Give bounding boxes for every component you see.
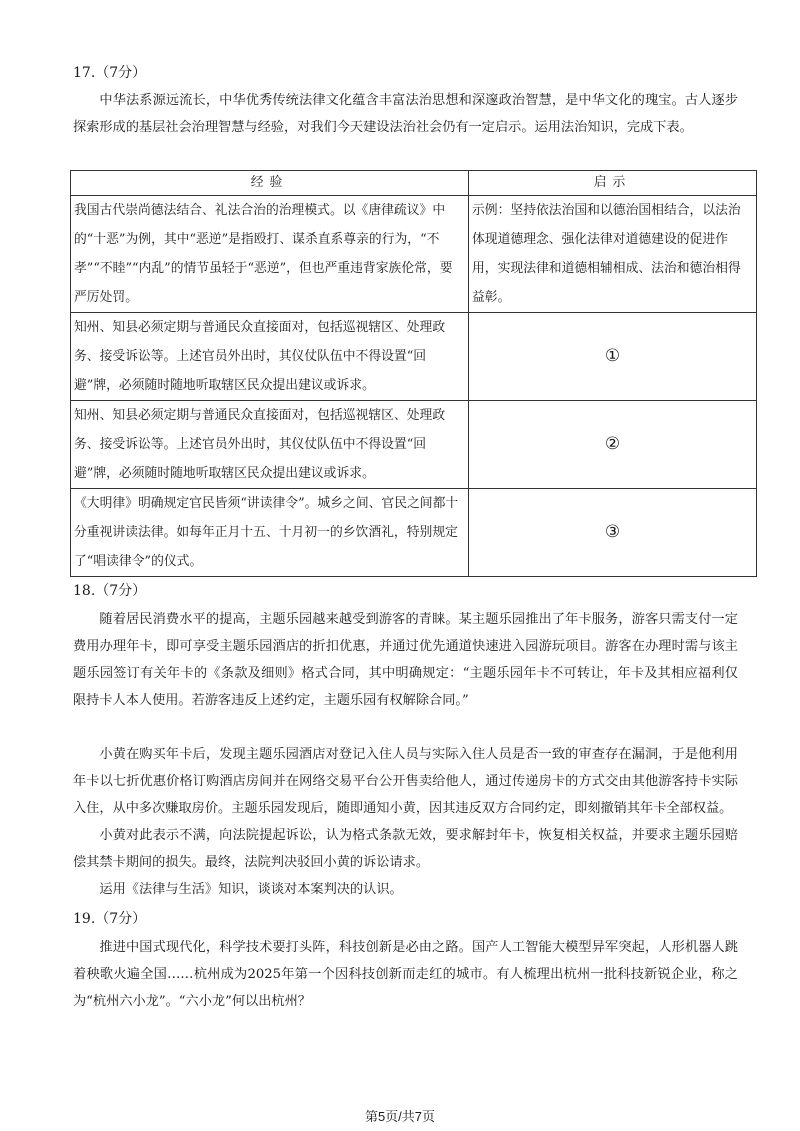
table-row — [71, 196, 757, 313]
table-row — [71, 489, 757, 577]
experience-cell: 我国古代崇尚德法结合、礼法合治的治理模式。以《唐律疏议》中的“十恶”为例，其中“恶逆”是指殴打、谋杀直系尊亲的行为，“不孝”“不睦”“内乱”的情节虽轻于“恶逆”，但也严重违背家族伦常，要严厉处罚。 — [71, 196, 469, 313]
question-17-intro: 中华法系源远流长，中华优秀传统法律文化蕴含丰富法治思想和深邃政治智慧，是中华文化的瑰宝。古人逐步探索形成的基层社会治理智慧与经验，对我们今天建设法治社会仍有一定启示。运用法治知识，完成下表。 — [73, 93, 738, 135]
page-number: 第5页/共7页 — [364, 1109, 436, 1124]
column-header-experience: 经验 — [71, 171, 469, 196]
insight-cell: 示例：坚持依法治国和以德治国相结合，以法治体现道德理念、强化法律对道德建设的促进作用，实现法律和道德相辅相成、法治和德治相得益彰。 — [469, 196, 757, 313]
table-row — [71, 313, 757, 401]
question-19-heading: 19.（7分） — [73, 911, 147, 927]
answer-blank-2: ② — [469, 401, 757, 489]
question-18-heading: 18.（7分） — [73, 583, 147, 599]
answer-blank-1: ① — [469, 313, 757, 401]
answer-blank-3: ③ — [469, 489, 757, 577]
table-row — [71, 401, 757, 489]
experience-cell: 知州、知县必须定期与普通民众直接面对，包括巡视辖区、处理政务、接受诉讼等。上述官员外出时，其仪仗队伍中不得设置“回避”牌，必须随时随地听取辖区民众提出建议或诉求。 — [71, 401, 469, 489]
question-18-paragraph-3: 小黄对此表示不满，向法院提起诉讼，认为格式条款无效，要求解封年卡，恢复相关权益，并要求主题乐园赔偿其禁卡期间的损失。最终，法院判决驳回小黄的诉讼请求。 — [73, 828, 738, 870]
experience-cell: 《大明律》明确规定官民皆须“讲读律令”。城乡之间、官民之间都十分重视讲读法律。如每年正月十五、十月初一的乡饮酒礼，特别规定了“唱读律令”的仪式。 — [71, 489, 469, 577]
question-17-heading: 17.（7分） — [73, 65, 147, 81]
question-19-paragraph: 推进中国式现代化，科学技术要打头阵，科技创新是必由之路。国产人工智能大模型异军突起，人形机器人跳着秧歌火遍全国……杭州成为2025年第一个因科技创新而走红的城市。有人梳理出杭州一批科技新锐企业，称之为“杭州六小龙”。“六小龙”何以出杭州？ — [73, 940, 738, 1009]
question-18-paragraph-2: 小黄在购买年卡后，发现主题乐园酒店对登记入住人员与实际入住人员是否一致的审查存在漏洞，于是他利用年卡以七折优惠价格订购酒店房间并在网络交易平台公开售卖给他人，通过传递房卡的方式交由其他游客持卡实际入住，从中多次赚取房价。主题乐园发现后，随即通知小黄，因其违反双方合同约定，即刻撤销其年卡全部权益。 — [73, 747, 738, 816]
experience-insight-table — [70, 170, 757, 577]
column-header-insight: 启示 — [469, 171, 757, 196]
question-18-paragraph-1: 随着居民消费水平的提高，主题乐园越来越受到游客的青睐。某主题乐园推出了年卡服务，游客只需支付一定费用办理年卡，即可享受主题乐园酒店的折扣优惠，并通过优先通道快速进入园游玩项目。游客在办理时需与该主题乐园签订有关年卡的《条款及细则》格式合同，其中明确规定：“主题乐园年卡不可转让，年卡及其相应福利仅限持卡人本人使用。若游客违反上述约定，主题乐园有权解除合同。” — [73, 612, 738, 708]
experience-cell: 知州、知县必须定期与普通民众直接面对，包括巡视辖区、处理政务、接受诉讼等。上述官员外出时，其仪仗队伍中不得设置“回避”牌，必须随时随地听取辖区民众提出建议或诉求。 — [71, 313, 469, 401]
question-18-task: 运用《法律与生活》知识，谈谈对本案判决的认识。 — [99, 882, 403, 897]
